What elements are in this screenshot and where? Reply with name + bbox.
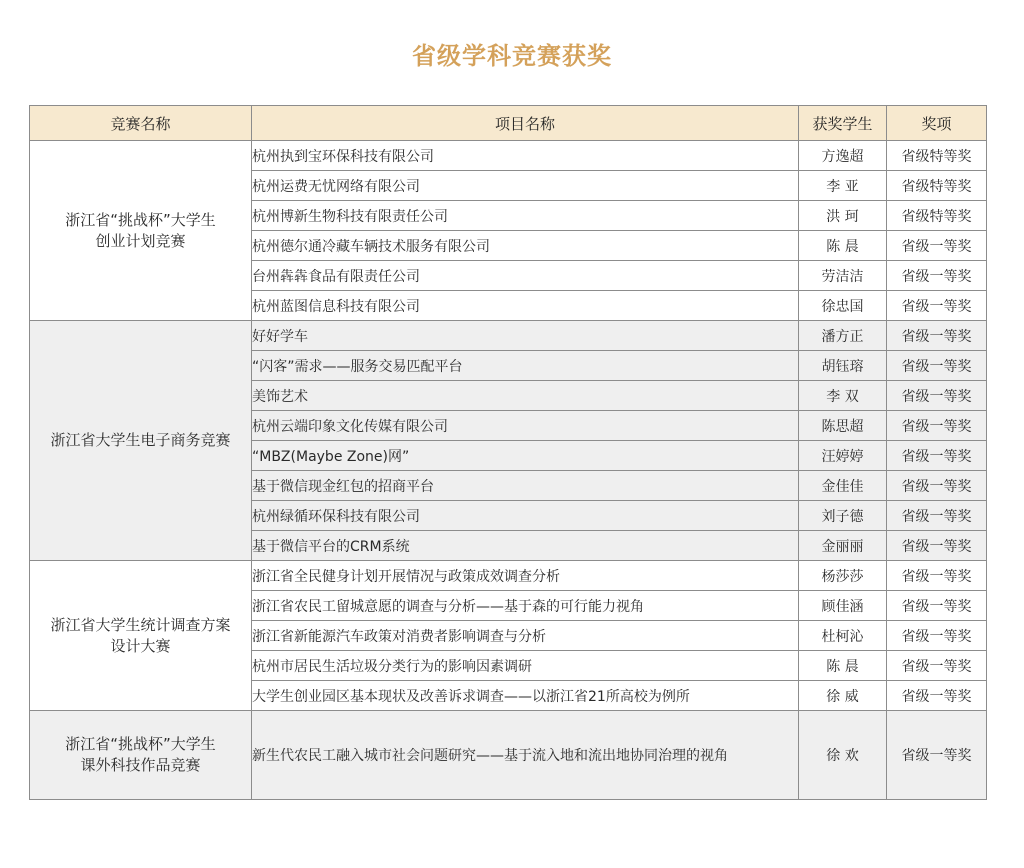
competition-name-cell — [30, 561, 252, 711]
award-cell: 省级一等奖 — [887, 231, 987, 261]
table-row — [30, 711, 987, 800]
project-cell: “MBZ(Maybe Zone)网” — [252, 441, 799, 471]
student-cell: 顾佳涵 — [799, 591, 887, 621]
student-cell: 陈思超 — [799, 411, 887, 441]
competition-name-line: 创业计划竞赛 — [95, 231, 186, 250]
table-row — [30, 561, 987, 591]
award-cell: 省级特等奖 — [887, 201, 987, 231]
competition-name-cell — [30, 711, 252, 800]
project-cell: “闪客”需求——服务交易匹配平台 — [252, 351, 799, 381]
award-cell: 省级一等奖 — [887, 591, 987, 621]
competition-name-line: 设计大赛 — [110, 636, 171, 655]
award-cell: 省级特等奖 — [887, 171, 987, 201]
awards-table — [29, 105, 987, 800]
award-cell: 省级一等奖 — [887, 411, 987, 441]
award-cell: 省级一等奖 — [887, 441, 987, 471]
student-cell: 汪婷婷 — [799, 441, 887, 471]
student-cell: 陈 晨 — [799, 231, 887, 261]
project-cell: 杭州市居民生活垃圾分类行为的影响因素调研 — [252, 651, 799, 681]
student-cell: 杜柯沁 — [799, 621, 887, 651]
project-cell: 浙江省新能源汽车政策对消费者影响调查与分析 — [252, 621, 799, 651]
student-cell: 杨莎莎 — [799, 561, 887, 591]
project-cell: 杭州绿循环保科技有限公司 — [252, 501, 799, 531]
student-cell: 胡钰瑢 — [799, 351, 887, 381]
award-cell: 省级一等奖 — [887, 561, 987, 591]
award-cell: 省级一等奖 — [887, 651, 987, 681]
header-award: 奖项 — [887, 106, 987, 141]
award-cell: 省级特等奖 — [887, 141, 987, 171]
student-cell: 洪 珂 — [799, 201, 887, 231]
award-cell: 省级一等奖 — [887, 501, 987, 531]
student-cell: 李 双 — [799, 381, 887, 411]
project-cell: 美饰艺术 — [252, 381, 799, 411]
project-cell: 好好学车 — [252, 321, 799, 351]
student-cell: 方逸超 — [799, 141, 887, 171]
project-cell: 基于微信现金红包的招商平台 — [252, 471, 799, 501]
competition-name-line: 课外科技作品竞赛 — [80, 756, 201, 774]
project-cell: 浙江省农民工留城意愿的调查与分析——基于森的可行能力视角 — [252, 591, 799, 621]
award-cell: 省级一等奖 — [887, 261, 987, 291]
project-cell: 台州犇犇食品有限责任公司 — [252, 261, 799, 291]
award-cell: 省级一等奖 — [887, 681, 987, 711]
student-cell: 陈 晨 — [799, 651, 887, 681]
student-cell: 劳洁洁 — [799, 261, 887, 291]
student-cell: 李 亚 — [799, 171, 887, 201]
award-cell: 省级一等奖 — [887, 531, 987, 561]
student-cell: 徐 欢 — [799, 711, 887, 800]
award-cell: 省级一等奖 — [887, 291, 987, 321]
award-cell: 省级一等奖 — [887, 621, 987, 651]
award-cell: 省级一等奖 — [887, 381, 987, 411]
project-cell: 新生代农民工融入城市社会问题研究——基于流入地和流出地协同治理的视角 — [252, 711, 799, 800]
project-cell: 杭州德尔通冷藏车辆技术服务有限公司 — [252, 231, 799, 261]
student-cell: 金佳佳 — [799, 471, 887, 501]
project-cell: 大学生创业园区基本现状及改善诉求调查——以浙江省21所高校为例所 — [252, 681, 799, 711]
competition-name-cell — [30, 141, 252, 321]
project-cell: 杭州博新生物科技有限责任公司 — [252, 201, 799, 231]
student-cell: 徐 威 — [799, 681, 887, 711]
award-cell: 省级一等奖 — [887, 471, 987, 501]
award-cell: 省级一等奖 — [887, 351, 987, 381]
table-body — [30, 141, 987, 800]
competition-name-cell — [30, 321, 252, 561]
competition-name-line: 浙江省“挑战杯”大学生 — [65, 210, 216, 229]
student-cell: 刘子德 — [799, 501, 887, 531]
student-cell: 金丽丽 — [799, 531, 887, 561]
award-cell: 省级一等奖 — [887, 711, 987, 800]
project-cell: 浙江省全民健身计划开展情况与政策成效调查分析 — [252, 561, 799, 591]
student-cell: 徐忠国 — [799, 291, 887, 321]
competition-name-line: 浙江省“挑战杯”大学生 — [65, 735, 216, 753]
header-competition: 竞赛名称 — [30, 106, 252, 141]
table-row — [30, 141, 987, 171]
project-cell: 杭州运费无忧网络有限公司 — [252, 171, 799, 201]
header-student: 获奖学生 — [799, 106, 887, 141]
project-cell: 杭州蓝图信息科技有限公司 — [252, 291, 799, 321]
project-cell: 杭州云端印象文化传媒有限公司 — [252, 411, 799, 441]
header-project: 项目名称 — [252, 106, 799, 141]
competition-name-line: 浙江省大学生统计调查方案 — [50, 615, 231, 634]
project-cell: 杭州执到宝环保科技有限公司 — [252, 141, 799, 171]
award-cell: 省级一等奖 — [887, 321, 987, 351]
page-title: 省级学科竞赛获奖 — [412, 42, 612, 70]
table-row — [30, 321, 987, 351]
table-header-row — [30, 106, 987, 141]
competition-name-line: 浙江省大学生电子商务竞赛 — [50, 431, 231, 449]
student-cell: 潘方正 — [799, 321, 887, 351]
project-cell: 基于微信平台的CRM系统 — [252, 531, 799, 561]
